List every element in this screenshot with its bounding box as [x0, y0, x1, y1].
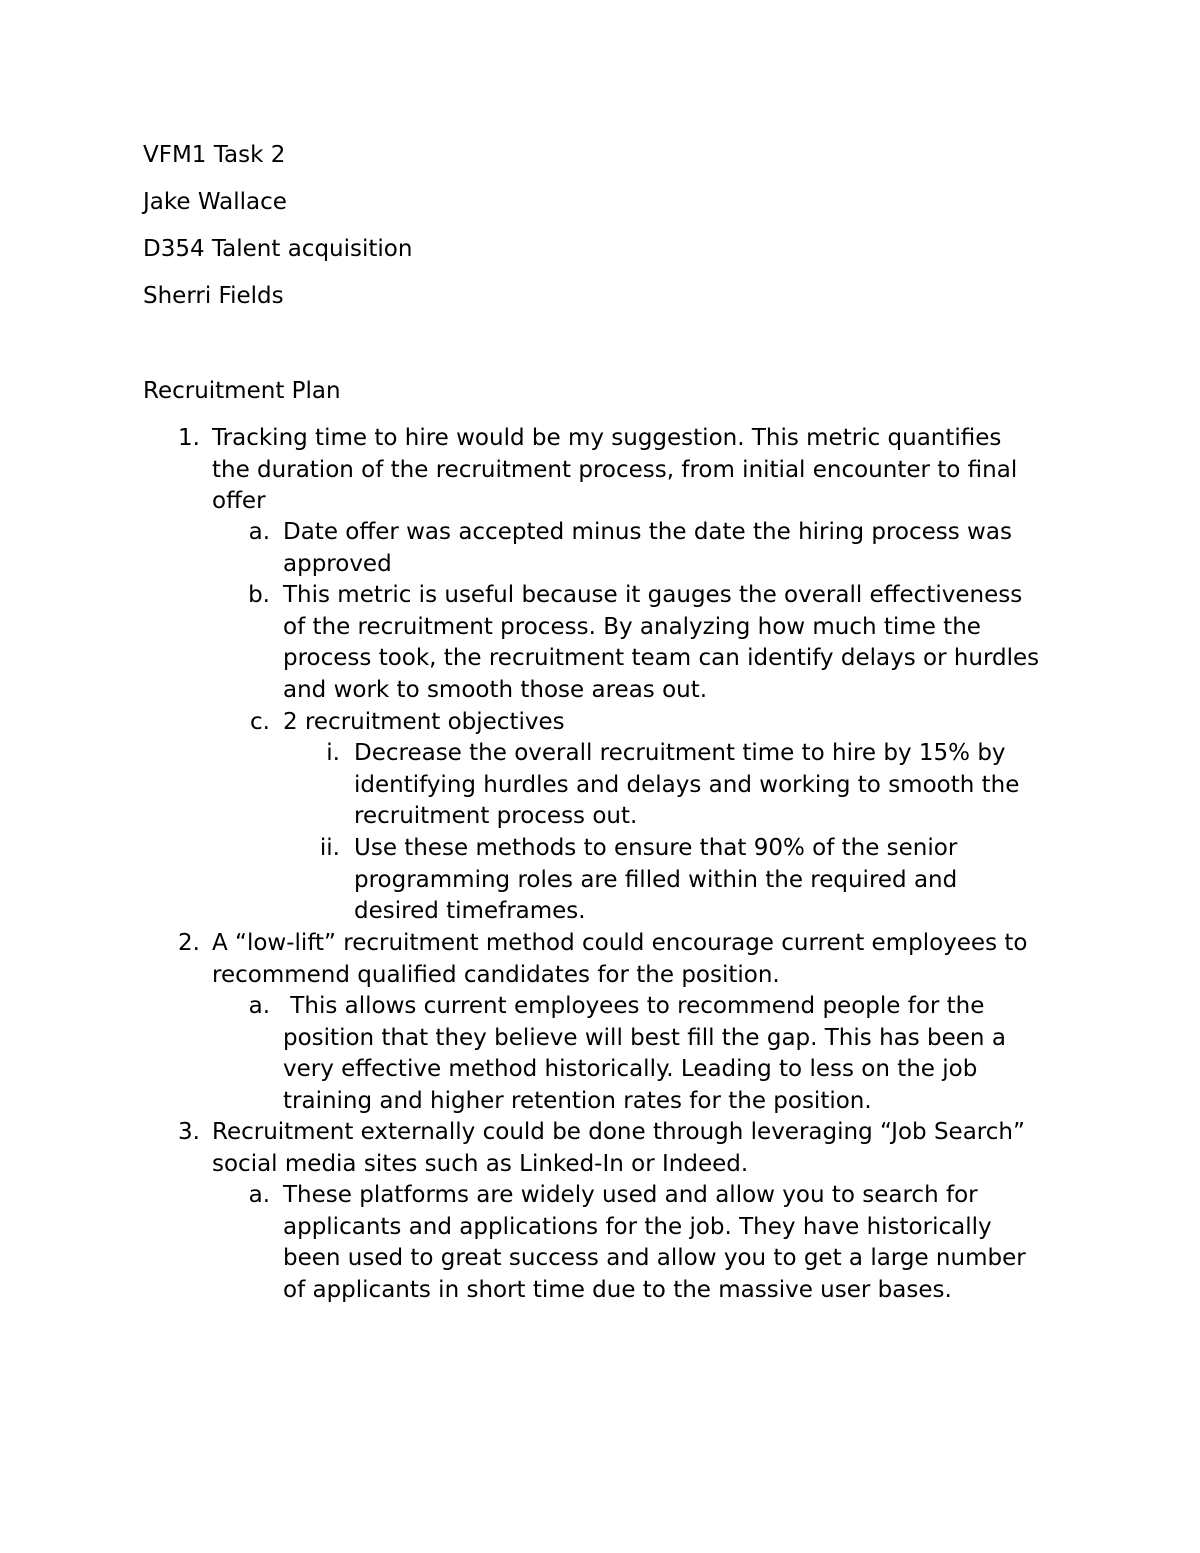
text-line: desired timeframes. [354, 898, 586, 924]
roman-list-item [354, 738, 1019, 833]
text-line: Date offer was accepted minus the date the hiring process was [283, 519, 1012, 545]
sub-list-item [283, 1180, 1026, 1306]
text-line: Recruitment externally could be done through leveraging “Job Search” [212, 1119, 1025, 1145]
plan-title: Recruitment Plan [143, 378, 341, 404]
text-line: A “low-lift” recruitment method could encourage current employees to [212, 930, 1028, 956]
text-line: These platforms are widely used and allow you to search for [283, 1182, 978, 1208]
course-name: D354 Talent acquisition [143, 236, 413, 262]
student-name: Jake Wallace [143, 189, 287, 215]
text-line: social media sites such as Linked-In or Indeed. [212, 1150, 749, 1177]
sub-list-item [283, 707, 565, 739]
list-item [212, 928, 1027, 991]
text-line: the duration of the recruitment process, from initial encounter to final [212, 456, 1018, 483]
text-line: recommend qualified candidates for the position. [212, 961, 780, 988]
roman-list-marker: i. [326, 740, 340, 766]
text-line: been used to great success and allow you to get a large number [283, 1245, 1026, 1271]
text-line: approved [283, 550, 392, 577]
sub-list-item [283, 580, 1039, 706]
text-line: Use these methods to ensure that 90% of the senior [354, 835, 958, 861]
sub-list-item [283, 991, 1006, 1117]
instructor-name: Sherri Fields [143, 283, 284, 309]
text-line: position that they believe will best fill the gap. This has been a [283, 1024, 1006, 1051]
list-marker: 2. [178, 930, 200, 956]
list-marker: 1. [178, 425, 200, 451]
text-line: recruitment process out. [354, 803, 638, 829]
text-line: training and higher retention rates for the position. [283, 1087, 872, 1114]
text-line: This metric is useful because it gauges the overall effectiveness [283, 582, 1023, 608]
text-line: Decrease the overall recruitment time to hire by 15% by [354, 740, 1006, 766]
task-title: VFM1 Task 2 [143, 142, 286, 168]
sub-list-marker: a. [248, 519, 270, 545]
text-line: This allows current employees to recommend people for the [283, 993, 985, 1019]
text-line: process took, the recruitment team can identify delays or hurdles [283, 645, 1040, 671]
list-item [212, 423, 1017, 518]
roman-list-marker: ii. [319, 835, 340, 861]
list-item [212, 1117, 1025, 1180]
text-line: applicants and applications for the job. They have historically [283, 1213, 992, 1240]
text-line: identifying hurdles and delays and working to smooth the [354, 771, 1020, 798]
text-line: programming roles are filled within the required and [354, 866, 958, 893]
text-line: of applicants in short time due to the massive user bases. [283, 1276, 952, 1303]
sub-list-marker: b. [248, 582, 270, 608]
text-line: offer [212, 488, 266, 514]
text-line: Tracking time to hire would be my suggestion. This metric quantifies [212, 425, 1002, 451]
sub-list-marker: a. [248, 993, 270, 1019]
text-line: 2 recruitment objectives [283, 709, 565, 735]
text-line: of the recruitment process. By analyzing how much time the [283, 613, 981, 640]
text-line: very effective method historically. Leading to less on the job [283, 1056, 978, 1082]
list-marker: 3. [178, 1119, 200, 1145]
sub-list-marker: c. [250, 709, 270, 735]
sub-list-item [283, 517, 1012, 580]
roman-list-item [354, 833, 957, 928]
text-line: and work to smooth those areas out. [283, 676, 708, 703]
sub-list-marker: a. [248, 1182, 270, 1208]
